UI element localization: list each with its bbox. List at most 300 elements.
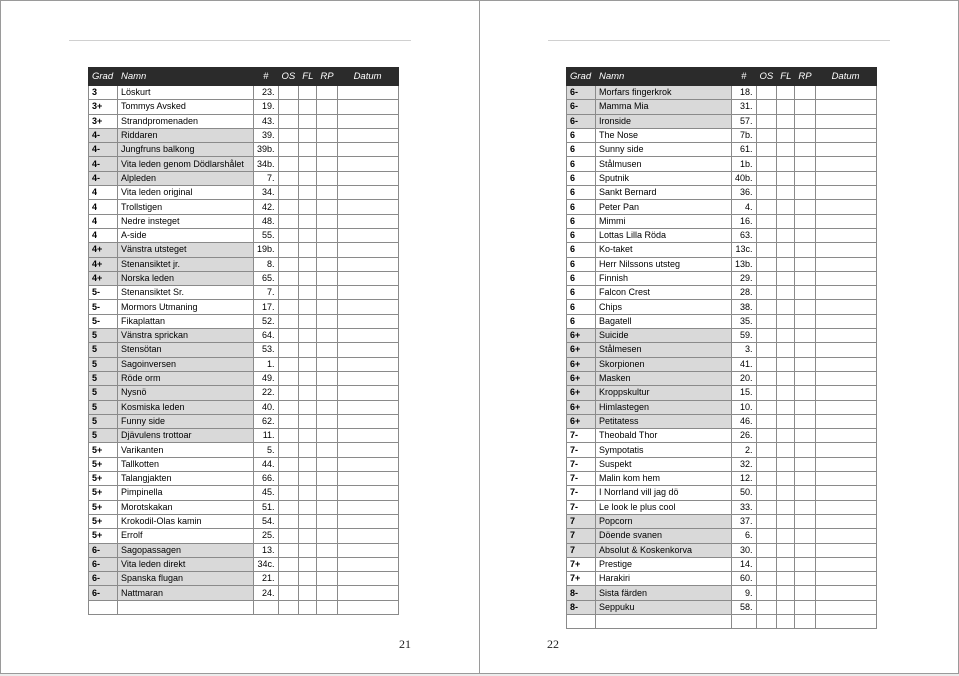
- fl-checkbox-cell[interactable]: [777, 400, 795, 414]
- rp-checkbox-cell[interactable]: [317, 557, 337, 571]
- os-checkbox-cell[interactable]: [756, 214, 777, 228]
- fl-checkbox-cell[interactable]: [777, 514, 795, 528]
- date-cell[interactable]: [815, 128, 876, 142]
- rp-checkbox-cell[interactable]: [795, 600, 815, 614]
- os-checkbox-cell[interactable]: [756, 386, 777, 400]
- os-checkbox-cell[interactable]: [278, 300, 299, 314]
- date-cell[interactable]: [815, 600, 876, 614]
- date-cell[interactable]: [815, 214, 876, 228]
- os-checkbox-cell[interactable]: [278, 486, 299, 500]
- rp-checkbox-cell[interactable]: [795, 257, 815, 271]
- os-checkbox-cell[interactable]: [756, 257, 777, 271]
- os-checkbox-cell[interactable]: [756, 586, 777, 600]
- date-cell[interactable]: [337, 586, 398, 600]
- os-checkbox-cell[interactable]: [278, 472, 299, 486]
- date-cell[interactable]: [815, 443, 876, 457]
- rp-checkbox-cell[interactable]: [795, 586, 815, 600]
- os-checkbox-cell[interactable]: [756, 486, 777, 500]
- rp-checkbox-cell[interactable]: [795, 486, 815, 500]
- fl-checkbox-cell[interactable]: [777, 271, 795, 285]
- date-cell[interactable]: [337, 186, 398, 200]
- fl-checkbox-cell[interactable]: [777, 500, 795, 514]
- rp-checkbox-cell[interactable]: [795, 300, 815, 314]
- fl-checkbox-cell[interactable]: [299, 486, 317, 500]
- os-checkbox-cell[interactable]: [756, 157, 777, 171]
- os-checkbox-cell[interactable]: [278, 572, 299, 586]
- fl-checkbox-cell[interactable]: [777, 243, 795, 257]
- fl-checkbox-cell[interactable]: [777, 257, 795, 271]
- fl-checkbox-cell[interactable]: [777, 186, 795, 200]
- os-checkbox-cell[interactable]: [756, 271, 777, 285]
- date-cell[interactable]: [815, 314, 876, 328]
- date-cell[interactable]: [337, 371, 398, 385]
- rp-checkbox-cell[interactable]: [317, 443, 337, 457]
- os-checkbox-cell[interactable]: [756, 329, 777, 343]
- fl-checkbox-cell[interactable]: [299, 314, 317, 328]
- date-cell[interactable]: [815, 257, 876, 271]
- rp-checkbox-cell[interactable]: [795, 286, 815, 300]
- os-checkbox-cell[interactable]: [278, 143, 299, 157]
- rp-checkbox-cell[interactable]: [795, 86, 815, 100]
- rp-checkbox-cell[interactable]: [317, 572, 337, 586]
- fl-checkbox-cell[interactable]: [299, 271, 317, 285]
- date-cell[interactable]: [815, 500, 876, 514]
- date-cell[interactable]: [337, 86, 398, 100]
- date-cell[interactable]: [337, 343, 398, 357]
- fl-checkbox-cell[interactable]: [777, 100, 795, 114]
- rp-checkbox-cell[interactable]: [317, 486, 337, 500]
- os-checkbox-cell[interactable]: [756, 500, 777, 514]
- os-checkbox-cell[interactable]: [756, 600, 777, 614]
- fl-checkbox-cell[interactable]: [777, 600, 795, 614]
- fl-checkbox-cell[interactable]: [777, 171, 795, 185]
- date-cell[interactable]: [815, 171, 876, 185]
- fl-checkbox-cell[interactable]: [777, 486, 795, 500]
- fl-checkbox-cell[interactable]: [299, 243, 317, 257]
- os-checkbox-cell[interactable]: [278, 186, 299, 200]
- date-cell[interactable]: [815, 414, 876, 428]
- os-checkbox-cell[interactable]: [278, 114, 299, 128]
- date-cell[interactable]: [815, 343, 876, 357]
- rp-checkbox-cell[interactable]: [795, 157, 815, 171]
- os-checkbox-cell[interactable]: [278, 529, 299, 543]
- os-checkbox-cell[interactable]: [278, 100, 299, 114]
- os-checkbox-cell[interactable]: [756, 514, 777, 528]
- date-cell[interactable]: [815, 186, 876, 200]
- date-cell[interactable]: [337, 400, 398, 414]
- date-cell[interactable]: [337, 500, 398, 514]
- rp-checkbox-cell[interactable]: [317, 200, 337, 214]
- fl-checkbox-cell[interactable]: [299, 157, 317, 171]
- date-cell[interactable]: [337, 214, 398, 228]
- date-cell[interactable]: [337, 486, 398, 500]
- empty-cell[interactable]: [567, 614, 596, 628]
- rp-checkbox-cell[interactable]: [317, 228, 337, 242]
- fl-checkbox-cell[interactable]: [299, 343, 317, 357]
- os-checkbox-cell[interactable]: [278, 443, 299, 457]
- rp-checkbox-cell[interactable]: [795, 400, 815, 414]
- fl-checkbox-cell[interactable]: [299, 171, 317, 185]
- rp-checkbox-cell[interactable]: [795, 443, 815, 457]
- os-checkbox-cell[interactable]: [278, 228, 299, 242]
- fl-checkbox-cell[interactable]: [777, 586, 795, 600]
- rp-checkbox-cell[interactable]: [317, 286, 337, 300]
- os-checkbox-cell[interactable]: [278, 500, 299, 514]
- fl-checkbox-cell[interactable]: [299, 457, 317, 471]
- fl-checkbox-cell[interactable]: [299, 128, 317, 142]
- rp-checkbox-cell[interactable]: [317, 457, 337, 471]
- os-checkbox-cell[interactable]: [278, 314, 299, 328]
- os-checkbox-cell[interactable]: [756, 314, 777, 328]
- date-cell[interactable]: [815, 543, 876, 557]
- os-checkbox-cell[interactable]: [278, 286, 299, 300]
- os-checkbox-cell[interactable]: [278, 329, 299, 343]
- date-cell[interactable]: [337, 114, 398, 128]
- fl-checkbox-cell[interactable]: [777, 86, 795, 100]
- os-checkbox-cell[interactable]: [756, 171, 777, 185]
- date-cell[interactable]: [337, 271, 398, 285]
- date-cell[interactable]: [815, 143, 876, 157]
- empty-cell[interactable]: [337, 600, 398, 614]
- empty-cell[interactable]: [278, 600, 299, 614]
- rp-checkbox-cell[interactable]: [317, 128, 337, 142]
- fl-checkbox-cell[interactable]: [777, 228, 795, 242]
- date-cell[interactable]: [337, 514, 398, 528]
- os-checkbox-cell[interactable]: [756, 100, 777, 114]
- fl-checkbox-cell[interactable]: [777, 371, 795, 385]
- fl-checkbox-cell[interactable]: [299, 414, 317, 428]
- fl-checkbox-cell[interactable]: [777, 457, 795, 471]
- date-cell[interactable]: [337, 472, 398, 486]
- os-checkbox-cell[interactable]: [278, 357, 299, 371]
- os-checkbox-cell[interactable]: [278, 586, 299, 600]
- os-checkbox-cell[interactable]: [756, 572, 777, 586]
- os-checkbox-cell[interactable]: [278, 257, 299, 271]
- fl-checkbox-cell[interactable]: [299, 214, 317, 228]
- os-checkbox-cell[interactable]: [278, 86, 299, 100]
- date-cell[interactable]: [337, 329, 398, 343]
- fl-checkbox-cell[interactable]: [777, 557, 795, 571]
- fl-checkbox-cell[interactable]: [299, 357, 317, 371]
- empty-cell[interactable]: [89, 600, 118, 614]
- rp-checkbox-cell[interactable]: [317, 143, 337, 157]
- date-cell[interactable]: [337, 286, 398, 300]
- fl-checkbox-cell[interactable]: [299, 257, 317, 271]
- date-cell[interactable]: [815, 472, 876, 486]
- empty-cell[interactable]: [756, 614, 777, 628]
- fl-checkbox-cell[interactable]: [777, 214, 795, 228]
- fl-checkbox-cell[interactable]: [299, 286, 317, 300]
- rp-checkbox-cell[interactable]: [317, 472, 337, 486]
- date-cell[interactable]: [815, 200, 876, 214]
- date-cell[interactable]: [337, 257, 398, 271]
- rp-checkbox-cell[interactable]: [317, 329, 337, 343]
- rp-checkbox-cell[interactable]: [317, 214, 337, 228]
- os-checkbox-cell[interactable]: [278, 386, 299, 400]
- rp-checkbox-cell[interactable]: [317, 314, 337, 328]
- date-cell[interactable]: [337, 157, 398, 171]
- os-checkbox-cell[interactable]: [278, 400, 299, 414]
- rp-checkbox-cell[interactable]: [795, 557, 815, 571]
- rp-checkbox-cell[interactable]: [317, 157, 337, 171]
- os-checkbox-cell[interactable]: [756, 128, 777, 142]
- date-cell[interactable]: [337, 200, 398, 214]
- fl-checkbox-cell[interactable]: [777, 286, 795, 300]
- empty-cell[interactable]: [777, 614, 795, 628]
- rp-checkbox-cell[interactable]: [795, 228, 815, 242]
- date-cell[interactable]: [815, 300, 876, 314]
- os-checkbox-cell[interactable]: [278, 514, 299, 528]
- os-checkbox-cell[interactable]: [756, 200, 777, 214]
- fl-checkbox-cell[interactable]: [777, 143, 795, 157]
- os-checkbox-cell[interactable]: [278, 200, 299, 214]
- date-cell[interactable]: [815, 486, 876, 500]
- empty-cell[interactable]: [254, 600, 279, 614]
- rp-checkbox-cell[interactable]: [317, 529, 337, 543]
- rp-checkbox-cell[interactable]: [795, 128, 815, 142]
- rp-checkbox-cell[interactable]: [795, 343, 815, 357]
- fl-checkbox-cell[interactable]: [299, 500, 317, 514]
- rp-checkbox-cell[interactable]: [795, 386, 815, 400]
- date-cell[interactable]: [815, 243, 876, 257]
- date-cell[interactable]: [815, 514, 876, 528]
- os-checkbox-cell[interactable]: [278, 457, 299, 471]
- date-cell[interactable]: [337, 557, 398, 571]
- rp-checkbox-cell[interactable]: [795, 200, 815, 214]
- os-checkbox-cell[interactable]: [756, 557, 777, 571]
- rp-checkbox-cell[interactable]: [317, 386, 337, 400]
- rp-checkbox-cell[interactable]: [317, 500, 337, 514]
- rp-checkbox-cell[interactable]: [795, 271, 815, 285]
- date-cell[interactable]: [815, 100, 876, 114]
- fl-checkbox-cell[interactable]: [299, 228, 317, 242]
- date-cell[interactable]: [815, 529, 876, 543]
- empty-cell[interactable]: [596, 614, 732, 628]
- os-checkbox-cell[interactable]: [278, 429, 299, 443]
- os-checkbox-cell[interactable]: [278, 171, 299, 185]
- os-checkbox-cell[interactable]: [278, 343, 299, 357]
- empty-cell[interactable]: [299, 600, 317, 614]
- rp-checkbox-cell[interactable]: [795, 243, 815, 257]
- os-checkbox-cell[interactable]: [756, 443, 777, 457]
- date-cell[interactable]: [815, 371, 876, 385]
- date-cell[interactable]: [337, 100, 398, 114]
- fl-checkbox-cell[interactable]: [299, 200, 317, 214]
- fl-checkbox-cell[interactable]: [299, 543, 317, 557]
- fl-checkbox-cell[interactable]: [777, 529, 795, 543]
- date-cell[interactable]: [815, 228, 876, 242]
- os-checkbox-cell[interactable]: [756, 286, 777, 300]
- date-cell[interactable]: [337, 300, 398, 314]
- os-checkbox-cell[interactable]: [278, 128, 299, 142]
- rp-checkbox-cell[interactable]: [795, 543, 815, 557]
- fl-checkbox-cell[interactable]: [777, 472, 795, 486]
- rp-checkbox-cell[interactable]: [317, 86, 337, 100]
- fl-checkbox-cell[interactable]: [299, 400, 317, 414]
- rp-checkbox-cell[interactable]: [795, 429, 815, 443]
- date-cell[interactable]: [337, 429, 398, 443]
- fl-checkbox-cell[interactable]: [299, 371, 317, 385]
- date-cell[interactable]: [815, 457, 876, 471]
- empty-cell[interactable]: [795, 614, 815, 628]
- rp-checkbox-cell[interactable]: [795, 572, 815, 586]
- os-checkbox-cell[interactable]: [756, 472, 777, 486]
- date-cell[interactable]: [337, 529, 398, 543]
- os-checkbox-cell[interactable]: [756, 143, 777, 157]
- fl-checkbox-cell[interactable]: [777, 300, 795, 314]
- os-checkbox-cell[interactable]: [278, 557, 299, 571]
- rp-checkbox-cell[interactable]: [795, 100, 815, 114]
- rp-checkbox-cell[interactable]: [317, 171, 337, 185]
- os-checkbox-cell[interactable]: [278, 214, 299, 228]
- os-checkbox-cell[interactable]: [756, 414, 777, 428]
- rp-checkbox-cell[interactable]: [795, 314, 815, 328]
- rp-checkbox-cell[interactable]: [317, 257, 337, 271]
- os-checkbox-cell[interactable]: [756, 300, 777, 314]
- fl-checkbox-cell[interactable]: [299, 329, 317, 343]
- rp-checkbox-cell[interactable]: [795, 472, 815, 486]
- rp-checkbox-cell[interactable]: [795, 371, 815, 385]
- os-checkbox-cell[interactable]: [756, 543, 777, 557]
- date-cell[interactable]: [337, 243, 398, 257]
- date-cell[interactable]: [337, 314, 398, 328]
- fl-checkbox-cell[interactable]: [777, 429, 795, 443]
- date-cell[interactable]: [815, 286, 876, 300]
- os-checkbox-cell[interactable]: [756, 186, 777, 200]
- os-checkbox-cell[interactable]: [278, 414, 299, 428]
- fl-checkbox-cell[interactable]: [777, 314, 795, 328]
- fl-checkbox-cell[interactable]: [299, 429, 317, 443]
- fl-checkbox-cell[interactable]: [777, 543, 795, 557]
- fl-checkbox-cell[interactable]: [299, 100, 317, 114]
- rp-checkbox-cell[interactable]: [795, 457, 815, 471]
- date-cell[interactable]: [337, 171, 398, 185]
- date-cell[interactable]: [815, 271, 876, 285]
- os-checkbox-cell[interactable]: [278, 543, 299, 557]
- os-checkbox-cell[interactable]: [756, 243, 777, 257]
- empty-cell[interactable]: [732, 614, 757, 628]
- date-cell[interactable]: [815, 329, 876, 343]
- fl-checkbox-cell[interactable]: [299, 143, 317, 157]
- os-checkbox-cell[interactable]: [756, 86, 777, 100]
- date-cell[interactable]: [337, 414, 398, 428]
- date-cell[interactable]: [815, 114, 876, 128]
- rp-checkbox-cell[interactable]: [795, 214, 815, 228]
- date-cell[interactable]: [815, 86, 876, 100]
- rp-checkbox-cell[interactable]: [795, 529, 815, 543]
- date-cell[interactable]: [337, 443, 398, 457]
- date-cell[interactable]: [815, 429, 876, 443]
- fl-checkbox-cell[interactable]: [299, 186, 317, 200]
- rp-checkbox-cell[interactable]: [795, 357, 815, 371]
- fl-checkbox-cell[interactable]: [777, 572, 795, 586]
- rp-checkbox-cell[interactable]: [317, 429, 337, 443]
- fl-checkbox-cell[interactable]: [299, 586, 317, 600]
- rp-checkbox-cell[interactable]: [317, 543, 337, 557]
- rp-checkbox-cell[interactable]: [317, 271, 337, 285]
- rp-checkbox-cell[interactable]: [317, 400, 337, 414]
- fl-checkbox-cell[interactable]: [777, 329, 795, 343]
- rp-checkbox-cell[interactable]: [317, 300, 337, 314]
- os-checkbox-cell[interactable]: [756, 400, 777, 414]
- fl-checkbox-cell[interactable]: [777, 414, 795, 428]
- date-cell[interactable]: [337, 143, 398, 157]
- rp-checkbox-cell[interactable]: [317, 514, 337, 528]
- date-cell[interactable]: [337, 572, 398, 586]
- date-cell[interactable]: [337, 357, 398, 371]
- date-cell[interactable]: [337, 128, 398, 142]
- rp-checkbox-cell[interactable]: [317, 186, 337, 200]
- rp-checkbox-cell[interactable]: [795, 114, 815, 128]
- fl-checkbox-cell[interactable]: [299, 572, 317, 586]
- os-checkbox-cell[interactable]: [278, 157, 299, 171]
- date-cell[interactable]: [815, 386, 876, 400]
- rp-checkbox-cell[interactable]: [795, 171, 815, 185]
- empty-cell[interactable]: [317, 600, 337, 614]
- rp-checkbox-cell[interactable]: [317, 371, 337, 385]
- fl-checkbox-cell[interactable]: [777, 343, 795, 357]
- fl-checkbox-cell[interactable]: [299, 514, 317, 528]
- fl-checkbox-cell[interactable]: [299, 114, 317, 128]
- fl-checkbox-cell[interactable]: [299, 472, 317, 486]
- rp-checkbox-cell[interactable]: [795, 329, 815, 343]
- os-checkbox-cell[interactable]: [756, 228, 777, 242]
- os-checkbox-cell[interactable]: [756, 343, 777, 357]
- rp-checkbox-cell[interactable]: [317, 243, 337, 257]
- rp-checkbox-cell[interactable]: [317, 343, 337, 357]
- rp-checkbox-cell[interactable]: [317, 100, 337, 114]
- rp-checkbox-cell[interactable]: [317, 586, 337, 600]
- fl-checkbox-cell[interactable]: [777, 200, 795, 214]
- os-checkbox-cell[interactable]: [756, 429, 777, 443]
- rp-checkbox-cell[interactable]: [795, 500, 815, 514]
- date-cell[interactable]: [815, 357, 876, 371]
- date-cell[interactable]: [337, 386, 398, 400]
- rp-checkbox-cell[interactable]: [795, 143, 815, 157]
- date-cell[interactable]: [815, 572, 876, 586]
- date-cell[interactable]: [337, 228, 398, 242]
- date-cell[interactable]: [815, 557, 876, 571]
- date-cell[interactable]: [815, 586, 876, 600]
- empty-cell[interactable]: [118, 600, 254, 614]
- fl-checkbox-cell[interactable]: [299, 386, 317, 400]
- os-checkbox-cell[interactable]: [756, 357, 777, 371]
- fl-checkbox-cell[interactable]: [777, 157, 795, 171]
- rp-checkbox-cell[interactable]: [795, 514, 815, 528]
- date-cell[interactable]: [815, 400, 876, 414]
- fl-checkbox-cell[interactable]: [777, 128, 795, 142]
- date-cell[interactable]: [815, 157, 876, 171]
- fl-checkbox-cell[interactable]: [777, 357, 795, 371]
- fl-checkbox-cell[interactable]: [299, 557, 317, 571]
- fl-checkbox-cell[interactable]: [777, 443, 795, 457]
- fl-checkbox-cell[interactable]: [777, 386, 795, 400]
- fl-checkbox-cell[interactable]: [299, 300, 317, 314]
- fl-checkbox-cell[interactable]: [299, 529, 317, 543]
- os-checkbox-cell[interactable]: [756, 457, 777, 471]
- rp-checkbox-cell[interactable]: [317, 414, 337, 428]
- os-checkbox-cell[interactable]: [278, 371, 299, 385]
- rp-checkbox-cell[interactable]: [795, 186, 815, 200]
- rp-checkbox-cell[interactable]: [317, 114, 337, 128]
- fl-checkbox-cell[interactable]: [299, 443, 317, 457]
- os-checkbox-cell[interactable]: [278, 271, 299, 285]
- os-checkbox-cell[interactable]: [756, 371, 777, 385]
- empty-cell[interactable]: [815, 614, 876, 628]
- fl-checkbox-cell[interactable]: [299, 86, 317, 100]
- os-checkbox-cell[interactable]: [756, 529, 777, 543]
- os-checkbox-cell[interactable]: [278, 243, 299, 257]
